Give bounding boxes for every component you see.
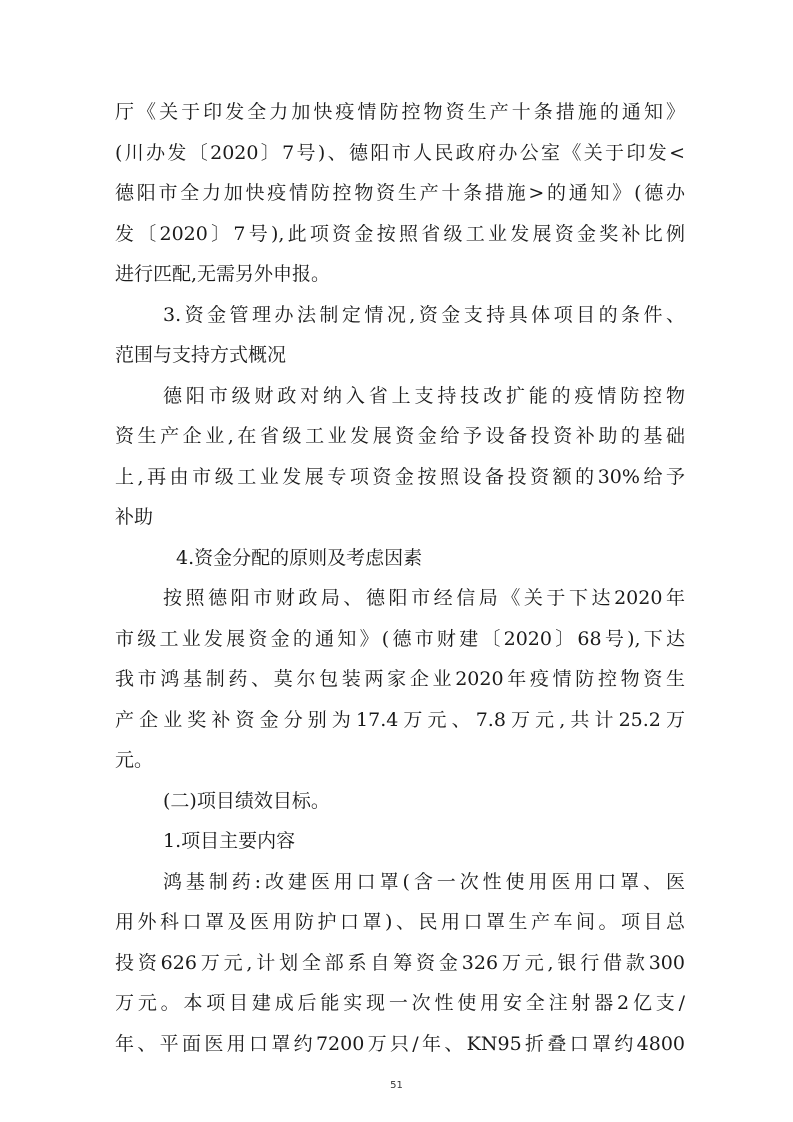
text-line: 鸿基制药:改建医用口罩(含一次性使用医用口罩、医 xyxy=(163,870,685,893)
text-line: 年、平面医用口罩约7200万只/年、KN95折叠口罩约4800 xyxy=(115,1032,685,1055)
text-line: 投资626万元,计划全部系自筹资金326万元,银行借款300 xyxy=(115,951,685,974)
text-line: 资生产企业,在省级工业发展资金给予设备投资补助的基础 xyxy=(115,425,685,447)
text-line: 发〔2020〕7号),此项资金按照省级工业发展资金奖补比例 xyxy=(115,222,685,245)
text-line: 范围与支持方式概况 xyxy=(115,344,287,366)
text-line: 补助 xyxy=(115,506,154,528)
text-line: 按照德阳市财政局、德阳市经信局《关于下达2020年 xyxy=(163,587,685,609)
text-line: 厅《关于印发全力加快疫情防控物资生产十条措施的通知》 xyxy=(115,101,685,123)
section-heading: 4.资金分配的原则及考虑因素 xyxy=(176,546,423,569)
text-line: 上,再由市级工业发展专项资金按照设备投资额的30%给予 xyxy=(115,465,685,488)
text-line: 市级工业发展资金的通知》(德市财建〔2020〕68号),下达 xyxy=(115,627,685,650)
text-line: 元。 xyxy=(115,749,154,771)
text-line: 进行匹配,无需另外申报。 xyxy=(115,263,331,285)
text-line: 我市鸿基制药、莫尔包装两家企业2020年疫情防控物资生 xyxy=(115,668,685,690)
text-line: 德阳市全力加快疫情防控物资生产十条措施>的通知》(德办 xyxy=(115,182,685,204)
section-heading: (二)项目绩效目标。 xyxy=(163,789,330,812)
text-line: 产企业奖补资金分别为17.4万元、7.8万元,共计25.2万 xyxy=(115,708,685,731)
section-heading: 1.项目主要内容 xyxy=(163,830,296,852)
text-line: 用外科口罩及医用防护口罩)、民用口罩生产车间。项目总 xyxy=(115,911,685,933)
text-line: (川办发〔2020〕7号)、德阳市人民政府办公室《关于印发< xyxy=(115,141,685,164)
text-line: 万元。本项目建成后能实现一次性使用安全注射器2亿支/ xyxy=(115,992,685,1014)
page-number: 51 xyxy=(390,1080,403,1091)
text-line: 德阳市级财政对纳入省上支持技改扩能的疫情防控物 xyxy=(163,384,685,407)
section-heading: 3.资金管理办法制定情况,资金支持具体项目的条件、 xyxy=(163,303,685,326)
